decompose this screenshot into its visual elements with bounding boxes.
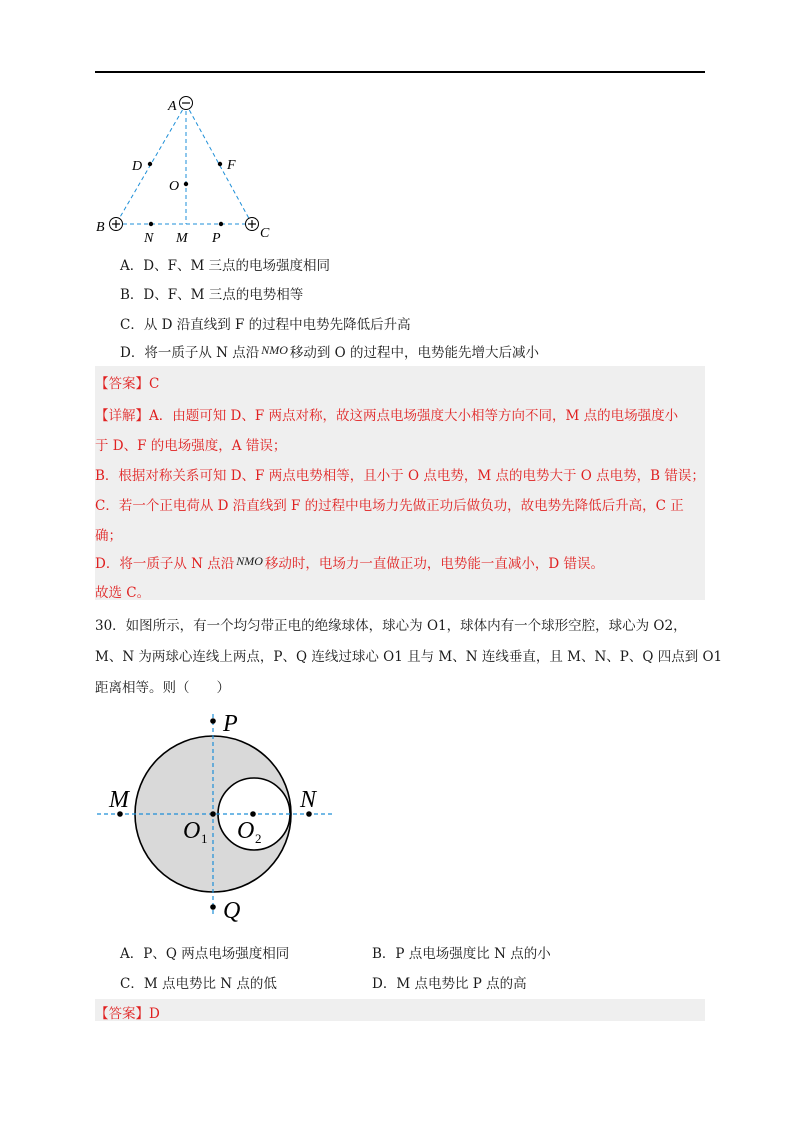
q30-stem-line-2: M、N 为两球心连线上两点，P、Q 连线过球心 O1 且与 M、N 连线垂直，且 M、N、P、Q 四点到 O1 [95, 649, 723, 665]
q30-option-b: B．P 点电场强度比 N 点的小 [372, 946, 551, 962]
label-n: N [300, 787, 317, 813]
label-o2: O [237, 818, 255, 844]
label-p: P [223, 711, 238, 737]
label-p: P [212, 231, 221, 246]
q30-option-a: A．P、Q 两点电场强度相同 [120, 946, 290, 962]
label-f: F [227, 158, 236, 173]
label-c: C [260, 226, 270, 241]
point-p [210, 718, 216, 724]
label-m: M [109, 787, 129, 813]
q30-stem-line-3: 距离相等。则（ ） [95, 680, 230, 696]
point-d [148, 162, 152, 166]
q29-detail-line-4: C．若一个正电荷从 D 沿直线到 F 的过程中电场力先做正功后做负功，故电势先降低后升高，C 正 [95, 498, 684, 514]
label-q: Q [223, 898, 241, 924]
header-rule [95, 71, 705, 73]
q29-detail-line-6: D．将一质子从 N 点沿 NMO 移动时，电场力一直做正功，电势能一直减小，D 错误。 [95, 554, 605, 572]
point-f [218, 162, 222, 166]
q30-option-d: D．M 点电势比 P 点的高 [372, 976, 527, 992]
label-o: O [169, 179, 180, 194]
label-o1-sub: 1 [201, 831, 208, 846]
path-nmo: NMO [261, 343, 288, 357]
point-o [184, 182, 188, 186]
path-nmo-detail: NMO [236, 554, 263, 568]
label-a: A [168, 99, 177, 114]
q29-detail-line-5: 确； [95, 528, 122, 544]
q29-option-d-pre: D．将一质子从 N 点沿 [120, 345, 260, 361]
point-q [210, 904, 216, 910]
point-o1 [210, 811, 216, 817]
triangle-figure [90, 90, 290, 250]
q29-detail-line-1: 【详解】A．由题可知 D、F 两点对称，故这两点电场强度大小相等方向不同，M 点的电场强度小 [95, 408, 679, 424]
q29-detail-line-7: 故选 C。 [95, 585, 151, 601]
sphere-figure [95, 700, 345, 925]
q29-option-d [120, 341, 539, 361]
q29-answer: 【答案】C [95, 376, 160, 392]
q29-option-a: A．D、F、M 三点的电场强度相同 [120, 258, 331, 274]
q29-detail-line-2: 于 D、F 的电场强度，A 错误； [95, 438, 287, 454]
q29-option-b: B．D、F、M 三点的电势相等 [120, 287, 304, 303]
q30-option-c: C．M 点电势比 N 点的低 [120, 976, 277, 992]
q29-option-d-post: 移动到 O 的过程中，电势能先增大后减小 [289, 345, 540, 361]
point-p [219, 222, 223, 226]
q30-answer-box [95, 999, 705, 1021]
q29-detail-line-3: B．根据对称关系可知 D、F 两点电势相等，且小于 O 点电势，M 点的电势大于 O 点电势，B 错误； [95, 468, 705, 484]
label-d: D [132, 159, 143, 174]
point-o2 [250, 811, 256, 817]
label-o1: O [183, 818, 201, 844]
q30-answer: 【答案】D [95, 1006, 160, 1022]
label-o2-sub: 2 [255, 831, 262, 846]
label-b: B [96, 220, 105, 235]
q29-option-c: C．从 D 沿直线到 F 的过程中电势先降低后升高 [120, 317, 411, 333]
label-n: N [144, 231, 154, 246]
point-n [149, 222, 153, 226]
label-m: M [176, 231, 188, 246]
q30-stem-line-1: 30．如图所示，有一个均匀带正电的绝缘球体，球心为 O1，球体内有一个球形空腔，球心为 O2， [95, 618, 687, 634]
